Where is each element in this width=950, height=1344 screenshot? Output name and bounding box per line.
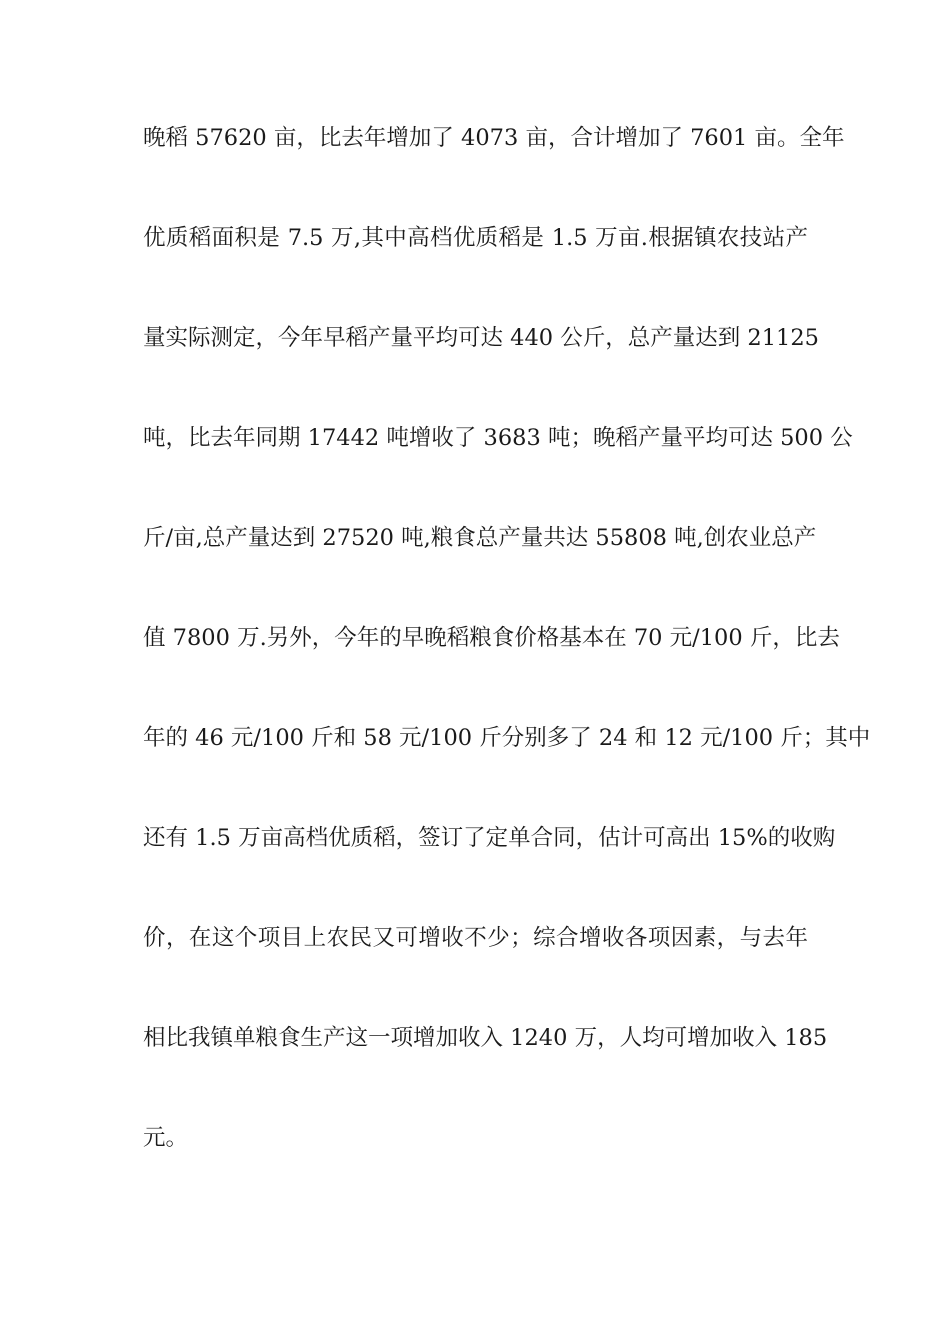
text-line-8: 还有 1.5 万亩高档优质稻，签订了定单合同，估计可高出 15%的收购: [143, 825, 836, 851]
text-line-9: 价，在这个项目上农民又可增收不少；综合增收各项因素，与去年: [143, 925, 808, 951]
text-line-5: 斤/亩,总产量达到 27520 吨,粮食总产量共达 55808 吨,创农业总产: [143, 525, 817, 551]
text-line-1: 晚稻 57620 亩，比去年增加了 4073 亩，合计增加了 7601 亩。全年: [143, 125, 845, 151]
text-line-10: 相比我镇单粮食生产这一项增加收入 1240 万，人均可增加收入 185: [143, 1025, 828, 1051]
text-line-4: 吨，比去年同期 17442 吨增收了 3683 吨；晚稻产量平均可达 500 公: [143, 425, 853, 451]
body-paragraph: [143, 118, 871, 1218]
text-line-2: 优质稻面积是 7.5 万,其中高档优质稻是 1.5 万亩.根据镇农技站产: [143, 225, 808, 251]
text-line-11: 元。: [143, 1125, 189, 1151]
text-line-3: 量实际测定，今年早稻产量平均可达 440 公斤，总产量达到 21125: [143, 325, 819, 351]
text-line-6: 值 7800 万.另外，今年的早晚稻粮食价格基本在 70 元/100 斤，比去: [143, 625, 840, 651]
text-line-7: 年的 46 元/100 斤和 58 元/100 斤分别多了 24 和 12 元/100 斤；其中: [143, 725, 871, 751]
